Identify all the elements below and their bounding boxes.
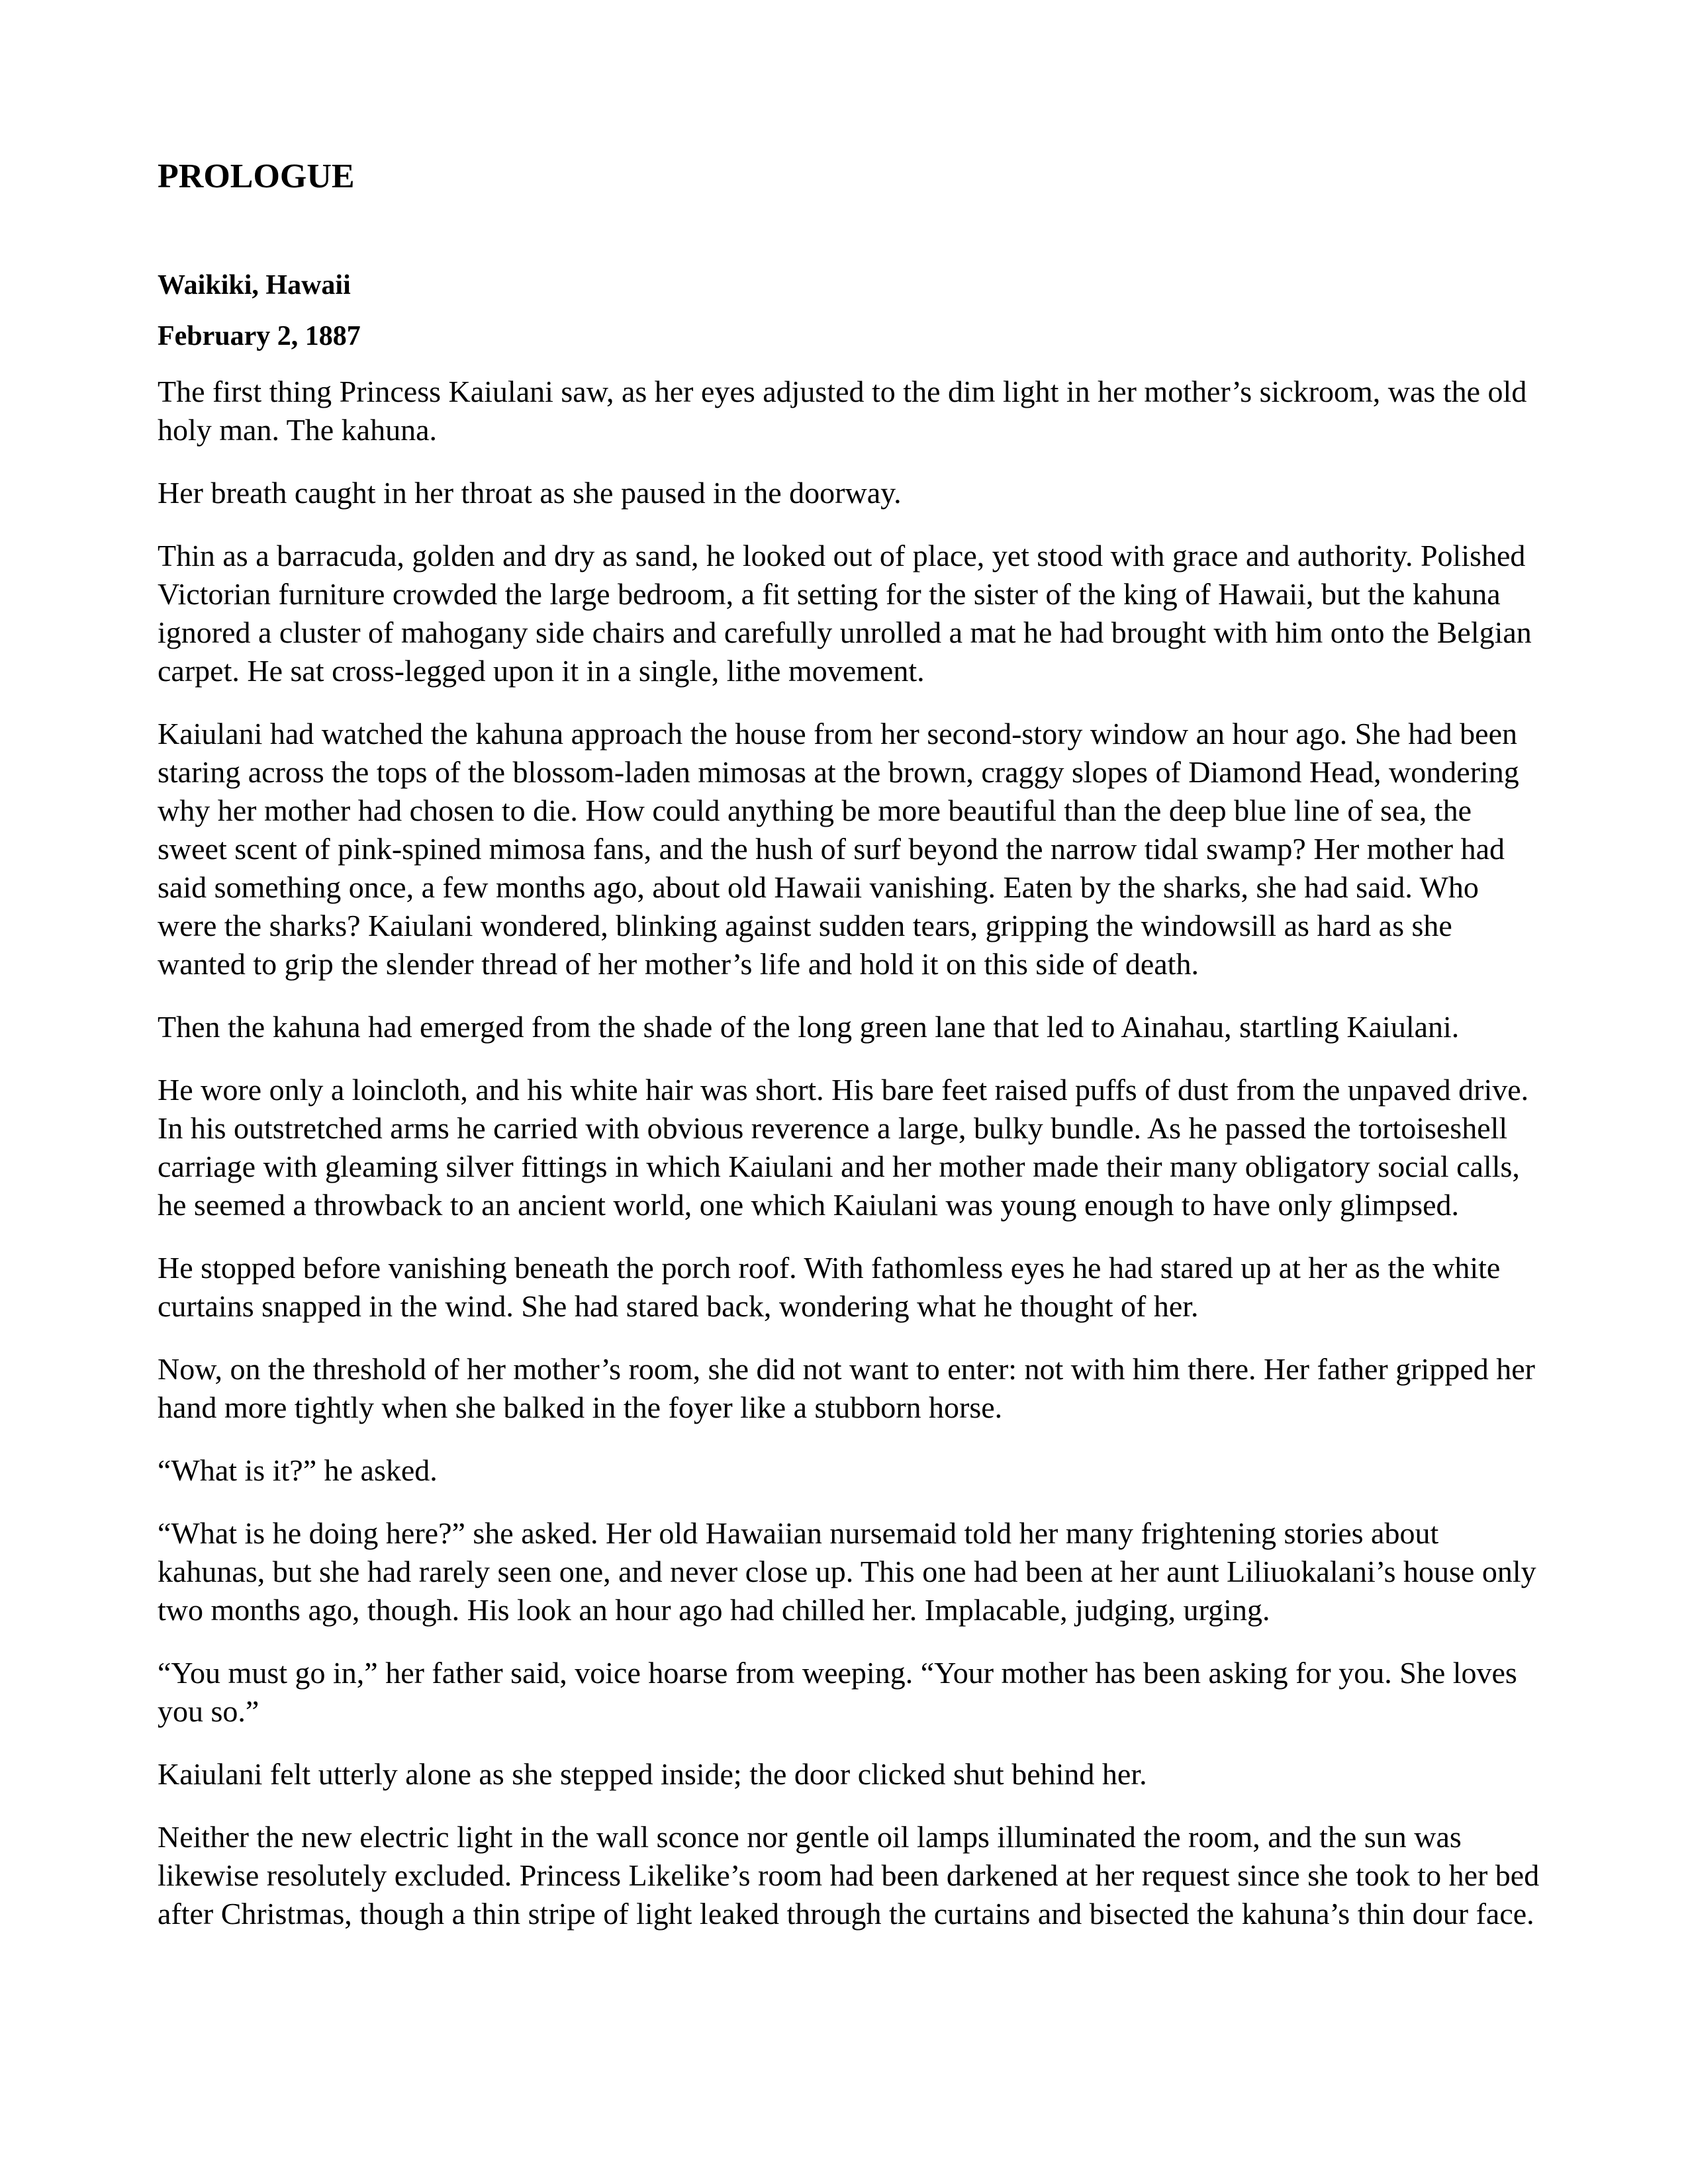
chapter-title: PROLOGUE — [158, 158, 355, 195]
paragraph: Then the kahuna had emerged from the shade of the long green lane that led to Ainahau, startling Kaiulani. — [158, 1010, 1460, 1044]
paragraph: Kaiulani had watched the kahuna approach the house from her second-story window an hour ago. She had been staring across the tops of the blossom-laden mimosas at the brown, craggy slopes of Diamond Head, wondering why her mother had chosen to die. How could anything be more beautiful than the deep blue line of sea, the sweet scent of pink-spined mimosa fans, and the hush of surf beyond the narrow tidal swamp? Her mother had said something once, a few months ago, about old Hawaii vanishing. Eaten by the sharks, she had said. Who were the sharks? Kaiulani wondered, blinking against sudden tears, gripping the windowsill as hard as she wanted to grip the slender thread of her mother’s life and hold it on this side of death. — [158, 717, 1519, 981]
paragraph: He stopped before vanishing beneath the porch roof. With fathomless eyes he had stared up at her as the white curtains snapped in the wind. She had stared back, wondering what he thought of her. — [158, 1251, 1501, 1324]
paragraph: Her breath caught in her throat as she paused in the doorway. — [158, 476, 902, 510]
date-heading: February 2, 1887 — [158, 320, 361, 351]
document-page — [158, 156, 1541, 1958]
paragraph: “You must go in,” her father said, voice hoarse from weeping. “Your mother has been asking for you. She loves you so.” — [158, 1656, 1517, 1729]
paragraph: Now, on the threshold of her mother’s room, she did not want to enter: not with him there. Her father gripped her hand more tightly when she balked in the foyer like a stubborn horse. — [158, 1352, 1535, 1425]
paragraph: He wore only a loincloth, and his white hair was short. His bare feet raised puffs of dust from the unpaved drive. In his outstretched arms he carried with obvious reverence a large, bulky bundle. As he passed the tortoiseshell carriage with gleaming silver fittings in which Kaiulani and her mother made their many obligatory social calls, he seemed a throwback to an ancient world, one which Kaiulani was young enough to have only glimpsed. — [158, 1073, 1529, 1222]
place-heading: Waikiki, Hawaii — [158, 270, 351, 301]
paragraph: “What is he doing here?” she asked. Her old Hawaiian nursemaid told her many frightening stories about kahunas, but she had rarely seen one, and never close up. This one had been at her aunt Liliuokalani’s house only two months ago, though. His look an hour ago had chilled her. Implacable, judging, urging. — [158, 1516, 1536, 1627]
paragraph: Neither the new electric light in the wall sconce nor gentle oil lamps illuminated the room, and the sun was likewise resolutely excluded. Princess Likelike’s room had been darkened at her request since she took to her bed after Christmas, though a thin stripe of light leaked through the curtains and bisected the kahuna’s thin dour face. — [158, 1820, 1540, 1931]
paragraph: The first thing Princess Kaiulani saw, as her eyes adjusted to the dim light in her mother’s sickroom, was the old holy man. The kahuna. — [158, 375, 1527, 447]
paragraph: Thin as a barracuda, golden and dry as sand, he looked out of place, yet stood with grace and authority. Polished Victorian furniture crowded the large bedroom, a fit setting for the sister of the king of Hawaii, but the kahuna ignored a cluster of mahogany side chairs and carefully unrolled a mat he had brought with him onto the Belgian carpet. He sat cross-legged upon it in a single, lithe movement. — [158, 539, 1532, 688]
paragraph: “What is it?” he asked. — [158, 1453, 438, 1488]
paragraph: Kaiulani felt utterly alone as she stepped inside; the door clicked shut behind her. — [158, 1757, 1147, 1792]
